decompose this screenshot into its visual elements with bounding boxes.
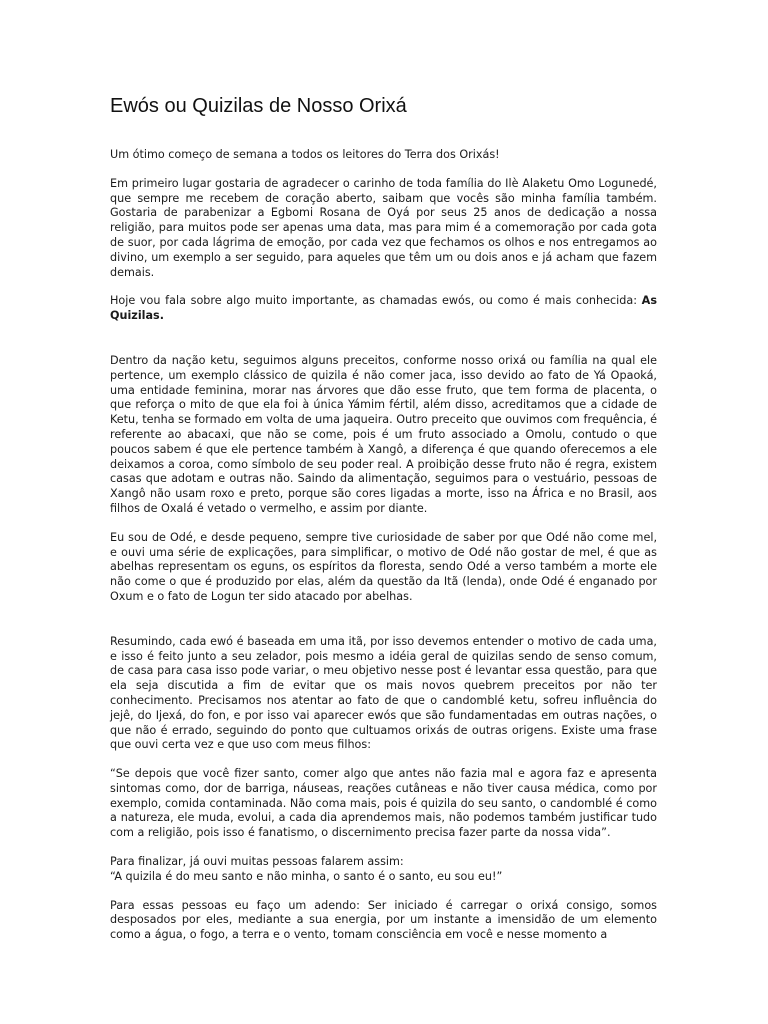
paragraph-quote: “Se depois que você fizer santo, comer algo que antes não fazia mal e agora faz e apresenta sintomas como, dor de barriga, náuseas, reações cutâneas e não tiver causa médica, como por exemplo, comida contaminada. Não coma mais, pois é quizila do seu santo, o candomblé é como a natureza, ele muda, evolui, a cada dia aprendemos mais, não podemos também justificar tudo com a religião, pois isso é fanatismo, o discernimento precisa fazer parte da nossa vida”.: [110, 767, 657, 840]
finalizar-line-1: Para finalizar, já ouvi muitas pessoas falarem assim:: [110, 855, 404, 869]
intro-text: Hoje vou fala sobre algo muito importante, as chamadas ewós, ou como é mais conhecida:: [110, 294, 642, 308]
paragraph-finalizar: [110, 855, 657, 885]
paragraph-adendo: Para essas pessoas eu faço um adendo: Ser iniciado é carregar o orixá consigo, somos desposados por eles, mediante a sua energia, por um instante a imensidão de um elemento como a água, o fogo, a terra e o vento, tomam consciência em você e nesse momento a: [110, 898, 657, 942]
intro-bold-text: As Quizilas.: [110, 294, 657, 323]
document-page: [110, 92, 657, 943]
paragraph-acknowledgements: Em primeiro lugar gostaria de agradecer o carinho de toda família do Ilè Alaketu Omo Logunedé, que sempre me recebem de coração aberto, saibam que vocês são minha família também. Gostaria de parabenizar a Egbomi Rosana de Oyá por seus 25 anos de dedicação a nossa religião, para muitos pode ser apenas uma data, mas para mim é a comemoração por cada gota de suor, por cada lágrima de emoção, por cada vez que fechamos os olhos e nos entregamos ao divino, um exemplo a ser seguido, para aqueles que têm um ou dois anos e já acham que fazem demais.: [110, 176, 657, 279]
paragraph-ketu-preceitos: Dentro da nação ketu, seguimos alguns preceitos, conforme nosso orixá ou família na qual ele pertence, um exemplo clássico de quizila é não comer jaca, isso devido ao fato de Yá Opaoká, uma entidade feminina, morar nas árvores que dão esse fruto, que tem forma de placenta, o que reforça o mito de que ela foi à única Yámim fértil, além disso, acreditamos que a cidade de Ketu, tenha se formado em volta de uma jaqueira. Outro preceito que ouvimos com frequência, é referente ao abacaxi, que não se come, pois é um fruto associado a Omolu, contudo o que poucos sabem é que ele pertence também à Xangô, a diferença é que quando oferecemos a ele deixamos a coroa, como símbolo de seu poder real. A proibição desse fruto não é regra, existem casas que adotam e outras não. Saindo da alimentação, seguimos para o vestuário, pessoas de Xangô não usam roxo e preto, porque são cores ligadas a morte, isso na África e no Brasil, aos filhos de Oxalá é vetado o vermelho, e assim por diante.: [110, 353, 657, 515]
greeting-paragraph: Um ótimo começo de semana a todos os leitores do Terra dos Orixás!: [110, 148, 500, 161]
paragraph-resumindo: Resumindo, cada ewó é baseada em uma itã, por isso devemos entender o motivo de cada uma, e isso é feito junto a seu zelador, pois mesmo a idéia geral de quizilas sendo de senso comum, de casa para casa isso pode variar, o meu objetivo nesse post é levantar essa questão, para que ela seja discutida a fim de evitar que os mais novos quebrem preceitos por não ter conhecimento. Precisamos nos atentar ao fato de que o candomblé ketu, sofreu influência do jejê, do Ijexá, do fon, e por isso vai aparecer ewós que são fundamentadas em outras nações, o que não é errado, seguindo do ponto que cultuamos orixás de outras origens. Existe uma frase que ouvi certa vez e que uso com meus filhos:: [110, 634, 657, 752]
document-title: Ewós ou Quizilas de Nosso Orixá: [110, 95, 407, 117]
paragraph-intro-quizilas: [110, 294, 657, 324]
finalizar-line-2: “A quizila é do meu santo e não minha, o santo é o santo, eu sou eu!”: [110, 869, 503, 883]
paragraph-ode-mel: Eu sou de Odé, e desde pequeno, sempre tive curiosidade de saber por que Odé não come mel, e ouvi uma série de explicações, para simplificar, o motivo de Odé não gostar de mel, é que as abelhas representam os eguns, os espíritos da floresta, sendo Odé a verso também a morte ele não come o que é produzido por elas, além da questão da Itã (lenda), onde Odé é enganado por Oxum e o fato de Logun ter sido atacado por abelhas.: [110, 530, 657, 603]
